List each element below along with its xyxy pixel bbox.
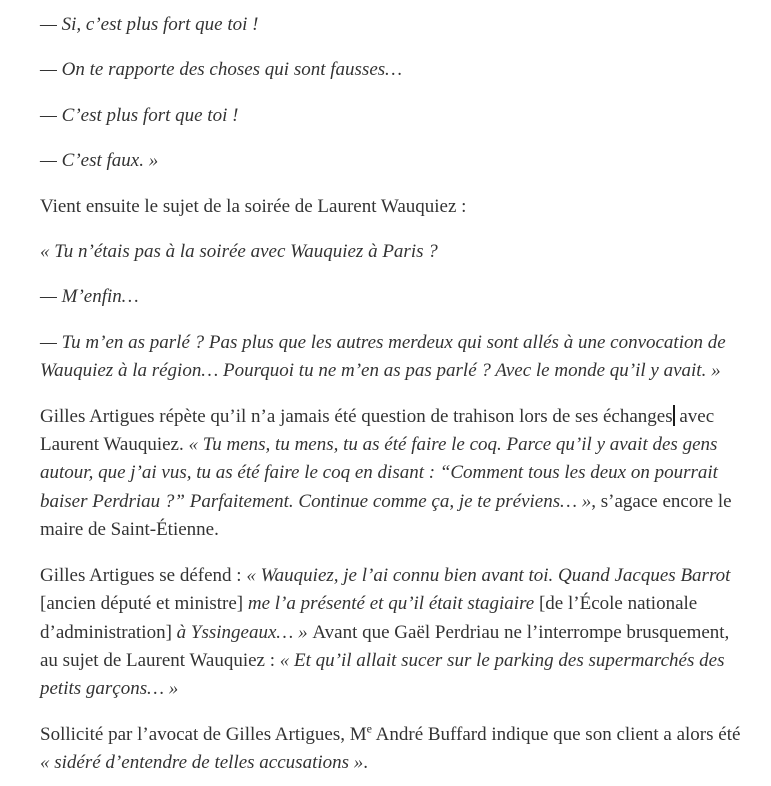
text-segment: [de l’École nationale d’administration] (40, 593, 698, 643)
paragraph (40, 102, 741, 130)
paragraph (40, 721, 741, 778)
text-segment: — M’enfin… (40, 286, 139, 308)
text-segment: [ancien député et ministre] (40, 593, 248, 615)
text-segment: , s’agace encore le maire de Saint-Étienne. (40, 490, 732, 541)
text-segment: me l’a présenté et qu’il était stagiaire (247, 593, 539, 615)
text-segment: André Buffard indique que son client a alors été (371, 723, 741, 745)
text-segment: Gilles Artigues répète qu’il n’a jamais été question de trahison lors de ses échanges (40, 405, 673, 427)
text-segment: — Tu m’en as parlé ? Pas plus que les autres merdeux qui sont allés à une convocation de Wauquiez à la région… Pourquoi tu ne m’en as pas parlé ? Avec le monde qu’il y avait. » (40, 331, 726, 382)
text-segment: à Yssingeaux… » (176, 621, 313, 643)
text-segment: « Tu mens, tu mens, tu as été faire le coq. Parce qu’il y avait des gens autour, que j’ai vus, tu as été faire le coq en disant : “Comment tous les deux on pourrait baiser Perdriau ?” Parfaitement. Continue comme ça, je te préviens… » (40, 434, 718, 512)
paragraph (40, 283, 741, 311)
text-segment: « Tu n’étais pas à la soirée avec Wauquiez à Paris ? (40, 241, 438, 263)
text-segment: « Wauquiez, je l’ai connu bien avant toi. Quand Jacques Barrot (246, 564, 731, 586)
text-segment: e (366, 721, 372, 736)
paragraph (40, 329, 741, 386)
text-segment: — C’est plus fort que toi ! (40, 104, 239, 126)
text-segment: avec Laurent Wauquiez. (40, 405, 715, 456)
paragraph (40, 193, 741, 221)
paragraph (40, 147, 741, 175)
paragraph (40, 56, 741, 84)
text-segment: — C’est faux. » (40, 150, 159, 172)
text-segment: . (363, 752, 369, 774)
text-segment: « Et qu’il allait sucer sur le parking des supermarchés des petits garçons… » (40, 649, 725, 700)
text-segment: Gilles Artigues se défend : (40, 564, 247, 586)
text-segment: Avant que Gaël Perdriau ne l’interrompe brusquement, au sujet de Laurent Wauquiez : (40, 621, 730, 671)
paragraph (40, 11, 741, 39)
text-segment: Vient ensuite le sujet de la soirée de Laurent Wauquiez : (40, 195, 467, 217)
paragraph (40, 562, 741, 704)
text-segment: « sidéré d’entendre de telles accusations » (40, 752, 364, 774)
paragraph (40, 403, 741, 545)
paragraph (40, 238, 741, 266)
text-segment: Sollicité par l’avocat de Gilles Artigues, M (40, 723, 367, 745)
text-segment: — On te rapporte des choses qui sont fausses… (40, 59, 403, 81)
text-segment: — Si, c’est plus fort que toi ! (40, 14, 259, 35)
